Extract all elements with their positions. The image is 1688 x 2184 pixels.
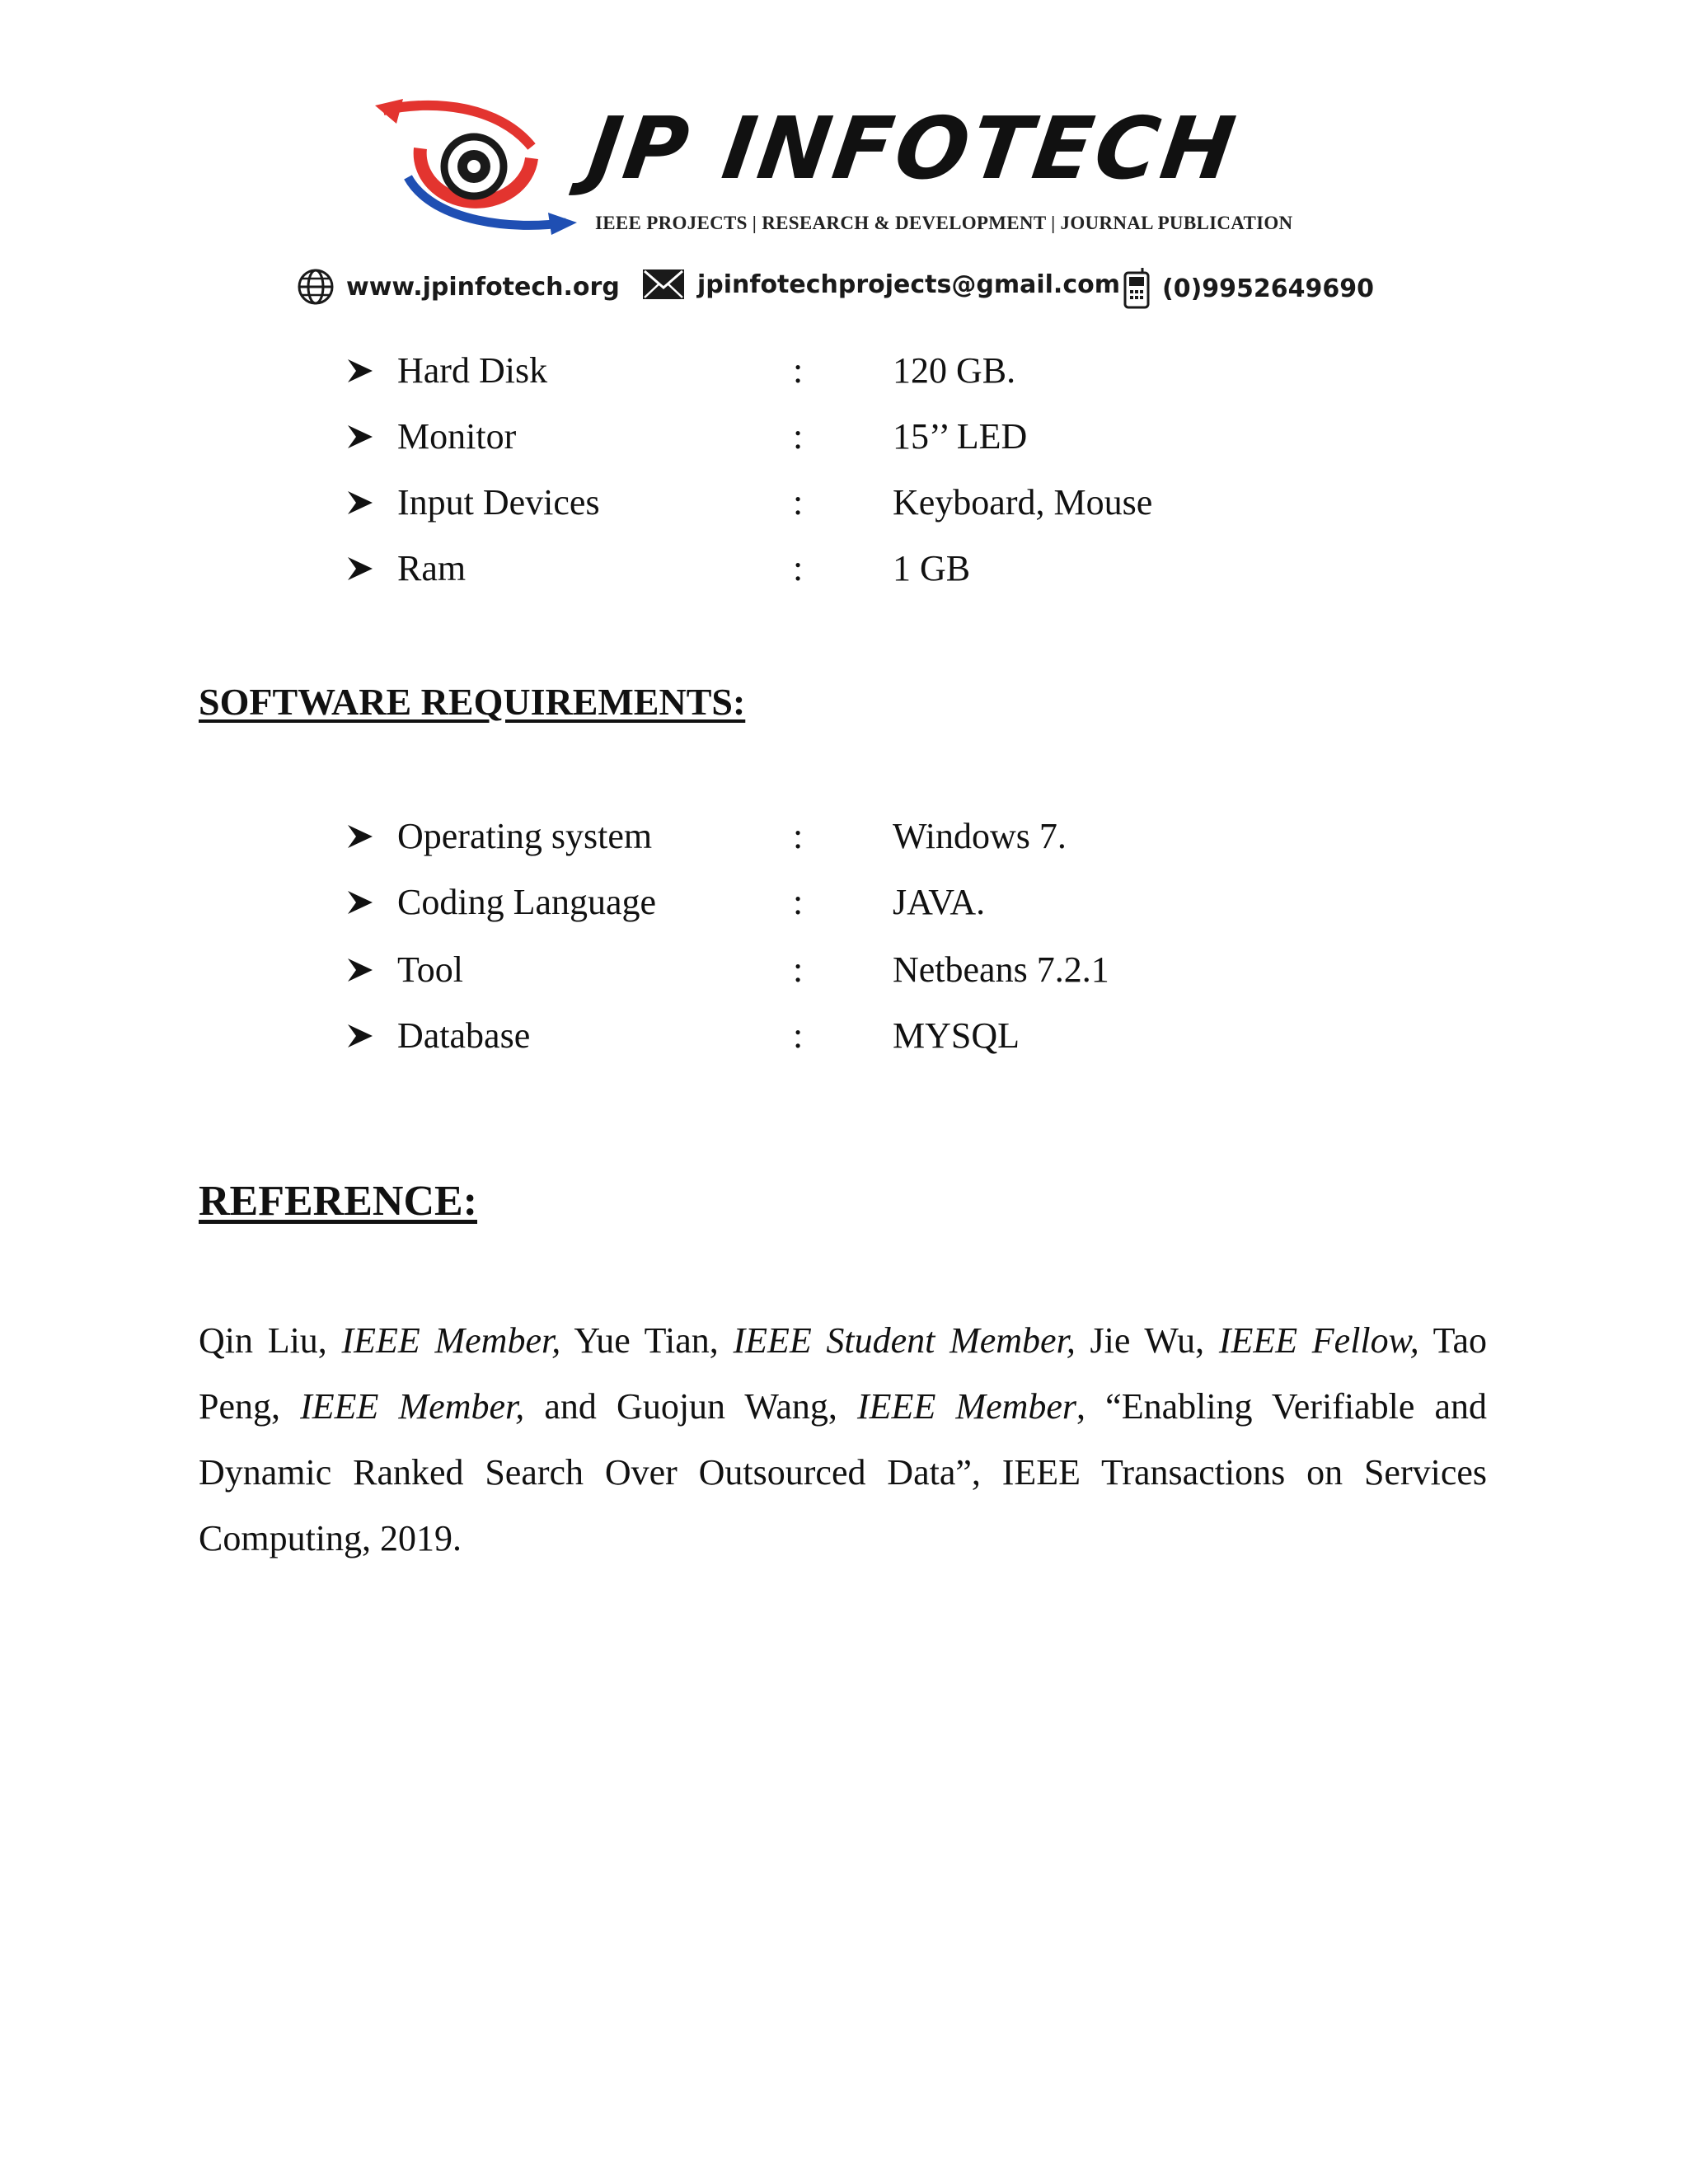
requirement-label: Ram [397,548,467,588]
requirement-label: Hard Disk [397,350,548,391]
author-name: and Guojun Wang, [544,1386,837,1427]
arrow-bullet-icon [346,412,379,462]
separator: : [793,882,804,922]
requirement-value: 1 GB [893,548,971,588]
arrow-bullet-icon [346,945,379,995]
requirement-label: Database [397,1015,531,1056]
arrow-bullet-icon [346,478,379,527]
requirement-label: Operating system [397,816,653,856]
author-role: IEEE Member, [341,1320,561,1361]
requirement-label: Input Devices [397,482,600,523]
separator: : [793,816,804,856]
author-name: Tao Peng, [199,1320,1488,1427]
jp-infotech-logo-icon [375,99,577,235]
arrow-bullet-icon [346,1011,379,1061]
globe-icon [297,268,335,306]
author-name: Jie Wu, [1090,1320,1205,1361]
list-item [0,878,1688,927]
brand-name: JP INFOTECH [582,98,1245,199]
separator: : [793,1015,804,1056]
tagline: IEEE PROJECTS | RESEARCH & DEVELOPMENT | JOURNAL PUBLICATION [595,213,1293,233]
phone-contact[interactable] [1123,268,1374,309]
software-requirements-heading: SOFTWARE REQUIREMENTS: [199,681,746,723]
letterhead [0,0,1688,330]
list-item [0,812,1688,861]
list-item [0,346,1688,396]
separator: : [793,949,804,990]
arrow-bullet-icon [346,544,379,593]
arrow-bullet-icon [346,812,379,861]
requirement-value: 120 GB. [893,350,1016,391]
requirement-value: Netbeans 7.2.1 [893,949,1109,990]
requirement-label: Coding Language [397,882,657,922]
author-role: IEEE Fellow, [1218,1320,1419,1361]
requirement-value: JAVA. [893,882,986,922]
requirement-value: Keyboard, Mouse [893,482,1153,523]
website-text: www.jpinfotech.org [346,272,620,302]
requirement-label: Monitor [397,416,517,457]
author-role: IEEE Member [857,1386,1077,1427]
requirement-value: MYSQL [893,1015,1020,1056]
list-item [0,544,1688,593]
separator: : [793,482,804,523]
separator: : [793,416,804,457]
requirement-value: Windows 7. [893,816,1067,856]
arrow-bullet-icon [346,346,379,396]
reference-heading: REFERENCE: [199,1178,478,1225]
list-item [0,1011,1688,1061]
email-text: jpinfotechprojects@gmail.com [697,269,1120,299]
reference-citation [199,1308,1487,1572]
citation-title-source: , “Enabling Verifiable and Dynamic Ranked Search Over Outsourced Data”, IEEE Transactions on Services Computing, 2019. [199,1386,1487,1558]
requirement-label: Tool [397,949,464,990]
envelope-icon [641,268,686,301]
requirement-value: 15’’ LED [893,416,1028,457]
website-contact[interactable] [297,268,620,306]
email-contact[interactable] [641,268,1120,301]
phone-text: (0)9952649690 [1162,274,1375,303]
arrow-bullet-icon [346,878,379,927]
author-name: Qin Liu, [199,1320,327,1361]
author-name: Yue Tian, [574,1320,719,1361]
author-role: IEEE Member, [300,1386,525,1427]
separator: : [793,548,804,588]
list-item [0,945,1688,995]
author-role: IEEE Student Member, [733,1320,1076,1361]
separator: : [793,350,804,391]
list-item [0,478,1688,527]
list-item [0,412,1688,462]
phone-icon [1123,268,1151,309]
